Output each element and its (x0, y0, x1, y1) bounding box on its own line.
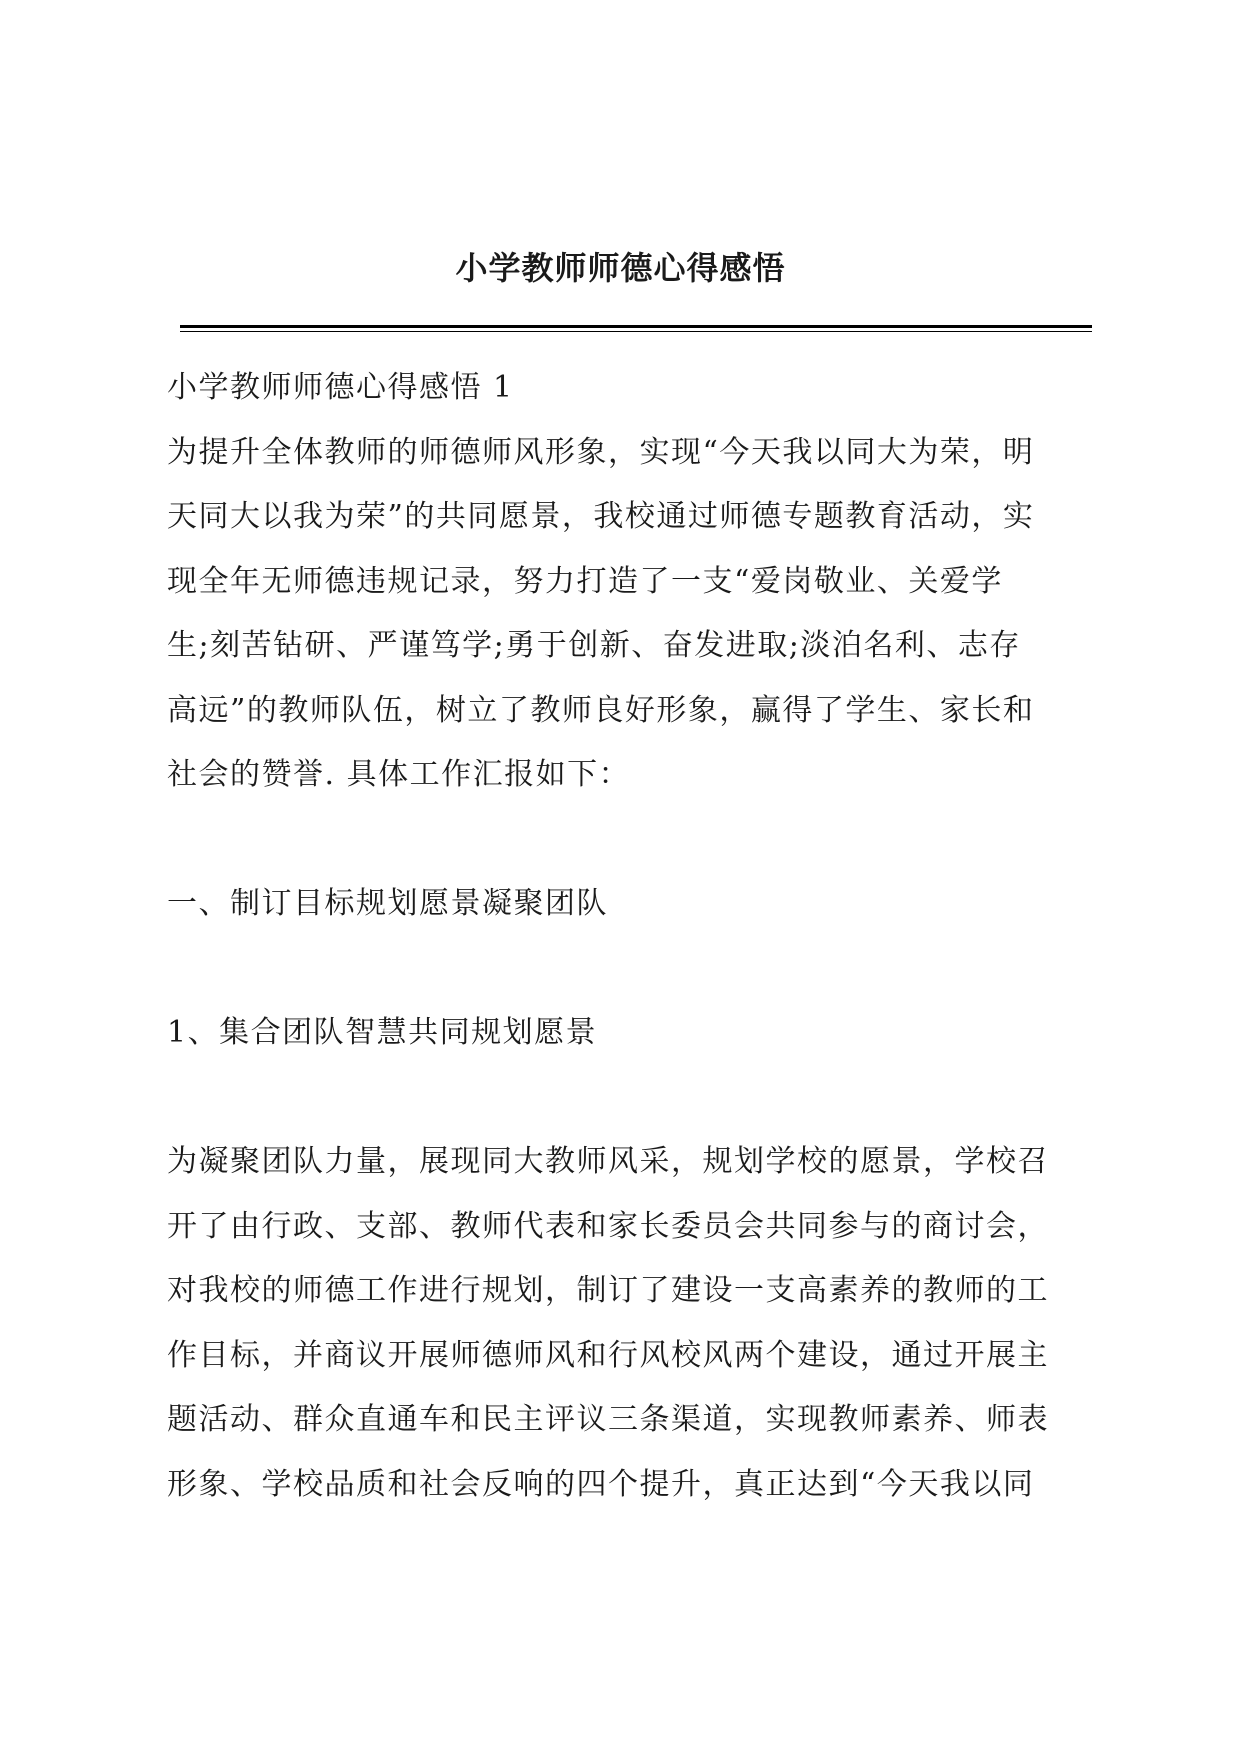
section-heading: 一、制订目标规划愿景凝聚团队 (167, 886, 608, 921)
intro-line: 社会的赞誉. 具体工作汇报如下： (167, 757, 631, 792)
title-divider-thick (180, 325, 1092, 328)
body-line: 作目标，并商议开展师德师风和行风校风两个建设，通过开展主 (167, 1337, 1049, 1373)
body-line: 对我校的师德工作进行规划，制订了建设一支高素养的教师的工 (167, 1273, 1049, 1308)
subtitle: 小学教师师德心得感悟 1 (167, 370, 514, 405)
intro-line: 现全年无师德违规记录，努力打造了一支“爱岗敬业、关爱学 (167, 563, 1003, 599)
paragraph-gap (167, 1066, 1087, 1131)
intro-line: 生;刻苦钻研、严谨笃学;勇于创新、奋发进取;淡泊名利、志存 (167, 628, 1021, 663)
paragraph-gap (167, 937, 1087, 1002)
body-line: 开了由行政、支部、教师代表和家长委员会共同参与的商讨会， (167, 1208, 1049, 1244)
intro-line: 天同大以我为荣”的共同愿景，我校通过师德专题教育活动，实 (167, 499, 1035, 534)
paragraph-gap (167, 808, 1087, 873)
document-body (167, 356, 1087, 1517)
body-line: 为凝聚团队力量，展现同大教师风采，规划学校的愿景，学校召 (167, 1144, 1049, 1179)
title-divider-thin (180, 331, 1092, 332)
document-title: 小学教师师德心得感悟 (455, 249, 786, 287)
intro-line: 高远”的教师队伍，树立了教师良好形象，赢得了学生、家长和 (167, 692, 1035, 728)
intro-line: 为提升全体教师的师德师风形象，实现“今天我以同大为荣，明 (167, 434, 1035, 470)
body-line: 形象、学校品质和社会反响的四个提升，真正达到“今天我以同 (167, 1466, 1035, 1502)
body-line: 题活动、群众直通车和民主评议三条渠道，实现教师素养、师表 (167, 1402, 1049, 1437)
subsection-heading: 1、集合团队智慧共同规划愿景 (167, 1015, 598, 1050)
